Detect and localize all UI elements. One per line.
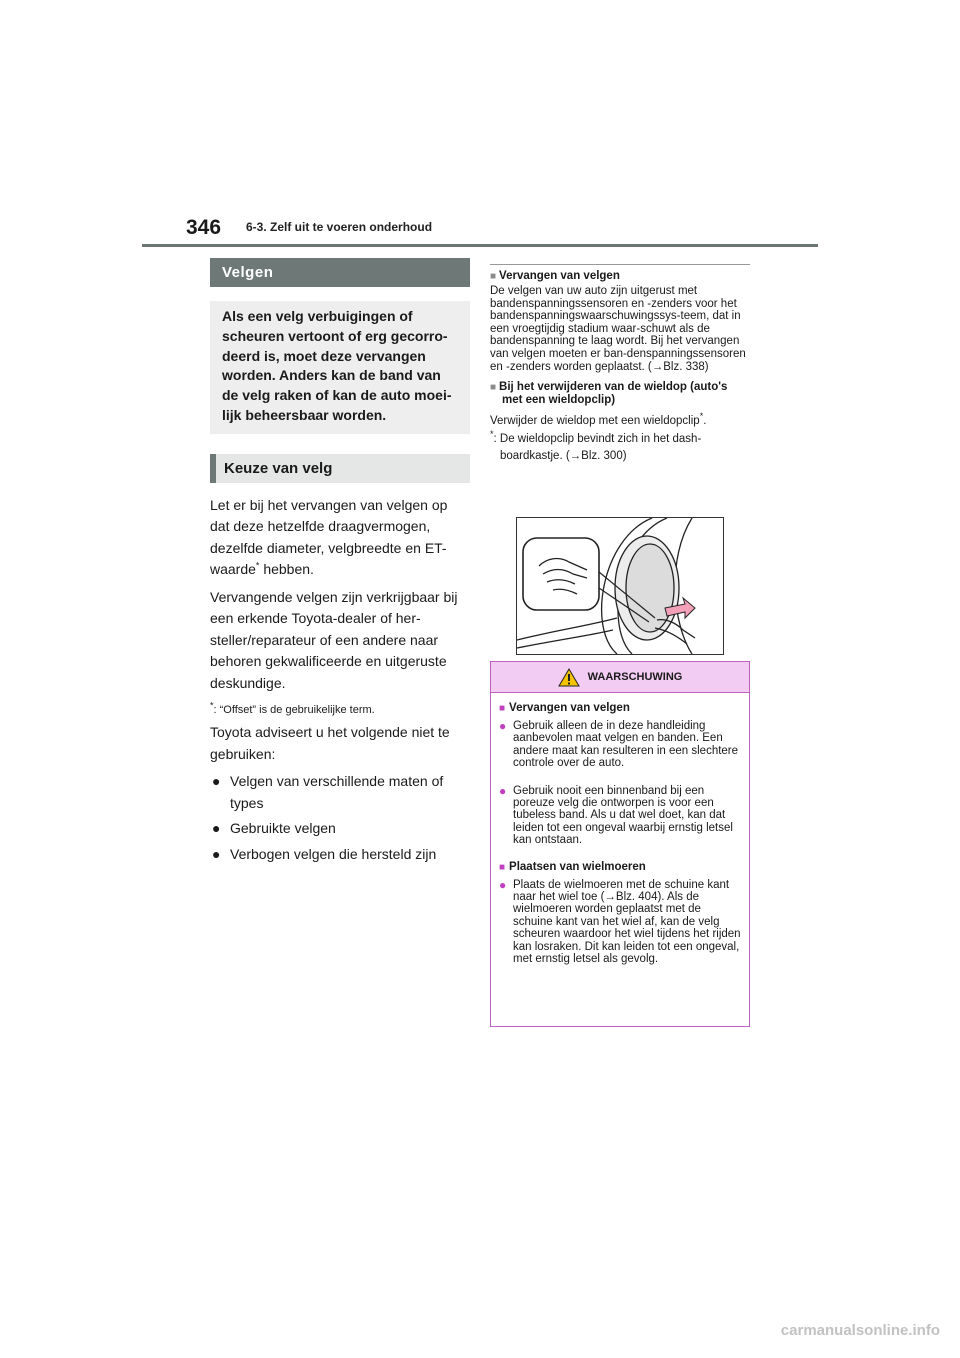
right-column [490,264,750,465]
footnote-mark: * [490,428,494,439]
watermark: carmanualsonline.info [780,1322,940,1339]
paragraph-selection-b: hebben. [259,561,314,578]
bullet-icon: ● [499,719,507,733]
paragraph-availability: Vervangende velgen zijn verkrijgbaar bij een erkende Toyota-dealer of her-steller/reparateur of een andere naar behoren gekwalificeerde en uitgeruste deskundige. [210,588,458,691]
warning-subheading [499,702,741,715]
subheading-text: Vervangen van velgen [499,270,620,282]
bullet-icon: ● [212,845,221,862]
square-icon: ■ [490,271,497,282]
paragraph-wieldop [490,411,750,428]
warning-item-text: Plaats de wielmoeren met de schuine kant naar het wiel toe (→Blz. 404). Als de wielmoeren worden geplaatst met de schuine kant van het wiel af, kan de velg scheuren waardoor het wiel tijdens het rijden kan losraken. Dit kan leiden tot een ongeval, met ernstig letsel als gevolg. [513,878,741,966]
intro-box: Als een velg verbuigingen of scheuren vertoont of erg gecorro-deerd is, moet deze vervangen worden. Anders kan de band van de velg raken of kan de auto moei-lijk beheersbaar worden. [210,301,470,434]
bullet-icon: ● [212,773,221,790]
subheading-text: Bij het verwijderen van de wieldop (auto's met een wieldopclip) [499,381,728,407]
bullet-icon: ● [499,877,507,892]
list-item [210,771,470,814]
footnote-text: : “Offset” is de gebruikelijke term. [213,704,375,717]
heading-velgen: Velgen [210,258,470,287]
section-title: 6-3. Zelf uit te voeren onderhoud [246,220,433,234]
rule [490,264,750,265]
list-item-text: Gebruikte velgen [230,820,336,837]
subheading-wieldop [490,381,750,407]
paragraph-wieldop-b: . [703,415,707,428]
paragraph-selection-a: Let er bij het vervangen van velgen op dat deze hetzelfde draagvermogen, dezelfde diameter, velgbreedte en ET-waarde [210,496,448,578]
warning-item [499,785,741,847]
list-item-text: Verbogen velgen die hersteld zijn [230,845,437,862]
subheading-vervangen [490,270,750,283]
paragraph-selection [210,495,470,581]
square-icon: ■ [499,861,506,873]
left-column [210,258,470,865]
page-number: 346 [186,216,222,239]
heading-keuze-van-velg: Keuze van velg [210,454,470,483]
paragraph-wieldop-a: Verwijder de wieldop met een wieldopclip [490,415,700,428]
bullet-icon: ● [499,783,507,798]
square-icon: ■ [490,382,497,394]
paragraph-advice: Toyota adviseert u het volgende niet te gebruiken: [210,724,450,762]
footnote-mark: * [210,700,214,711]
paragraph-sensors: De velgen van uw auto zijn uitgerust met bandenspanningssensoren en -zenders voor het bandenspanningswaarschuwingssys-teem, dat in een vroegtijdig stadium waar-schuwt als de bandenspanning te laag wordt. Bij het vervangen van velgen moeten er ban-denspanningssensoren en -zenders worden geplaatst. (→Blz. 338) [490,285,746,373]
bullet-icon: ● [212,820,221,837]
wheel-cap-icon [517,518,723,654]
footnote-ref: * [699,411,704,422]
warning-box [490,661,750,1027]
warning-subheading-text: Vervangen van velgen [509,702,630,714]
warning-item [499,720,741,770]
warning-item [499,879,741,966]
warning-subheading [499,861,741,874]
footnote-ref: * [255,560,260,571]
warning-title: WAARSCHUWING [587,671,683,683]
footnote-text: : De wieldopclip bevindt zich in het dash-boardkastje. (→Blz. 300) [493,432,702,462]
warning-triangle-icon [558,668,580,687]
warning-item-text: Gebruik nooit een binnenband bij een poreuze velg die ontworpen is voor een tubeless band. Als u dat wel doet, kan dat leiden tot een ongeval waarbij ernstig letsel kan ontstaan. [513,784,733,847]
warning-subheading-text: Plaatsen van wielmoeren [509,860,646,873]
warning-item-text: Gebruik alleen de in deze handleiding aanbevolen maat velgen en banden. Een andere maat kan resulteren in een slechtere controle over de auto. [513,720,739,770]
list-item [210,818,470,840]
wheel-cap-illustration [516,517,724,655]
square-icon: ■ [499,703,506,714]
header-rule [142,244,818,247]
warning-body [491,693,749,966]
list-item [210,844,470,866]
list-item-text: Velgen van verschillende maten of types [230,773,444,811]
footnote [490,428,750,465]
warning-header [491,662,749,693]
footnote [210,700,470,717]
